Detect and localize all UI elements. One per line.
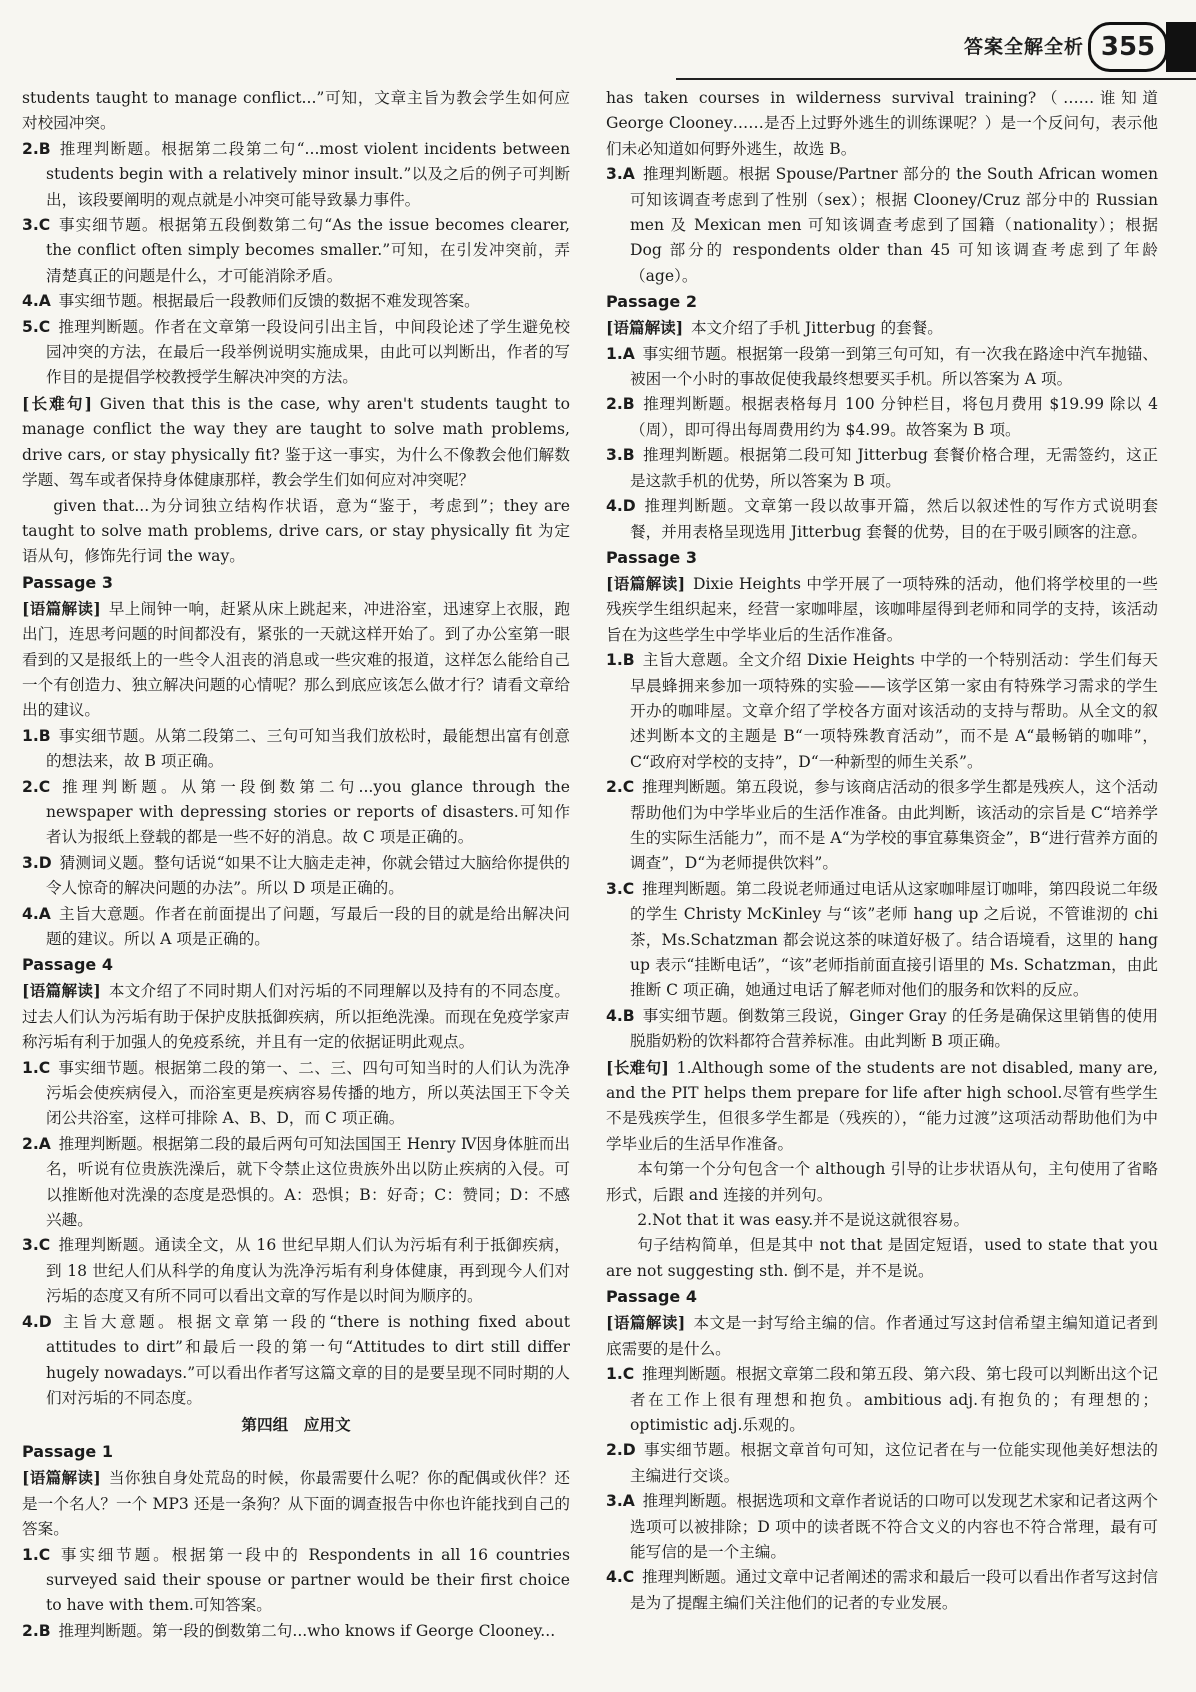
paragraph-text: 早上闹钟一响，赶紧从床上跳起来，冲进浴室，迅速穿上衣服，跑出门，连思考问题的时间都没有，紧张的一天就这样开始了。到了办公室第一眼看到的又是报纸上的一些令人沮丧的消息或一些灾难的报道，这样怎么能给自己一个有创造力、独立解决问题的心情呢？那么到底应该怎么做才行？请看文章给出的建议。 — [22, 599, 570, 720]
continued-paragraph: students taught to manage conflict...”可知，文章主旨为教会学生如何应对校园冲突。 — [22, 89, 570, 133]
answer-item — [22, 1056, 570, 1132]
answer-explanation: 事实细节题。根据第一段中的 Respondents in all 16 countries surveyed said their spouse or partner would be their first choice to have with them.可知答案。 — [46, 1545, 570, 1615]
paragraph-text: 当你独自身处荒岛的时候，你最需要什么呢？你的配偶或伙伴？还是一个名人？一个 MP3 还是一条狗？从下面的调查报告中你也许能找到自己的答案。 — [22, 1469, 570, 1539]
passage-heading: Passage 4 — [22, 955, 113, 975]
answer-explanation: 推理判断题。第一段的倒数第二句...who knows if George Clooney... — [58, 1621, 556, 1640]
section-tag: [语篇解读] — [606, 573, 686, 593]
section-tag: [语篇解读] — [22, 1468, 101, 1488]
answer-number: 3.C — [22, 216, 51, 235]
answer-explanation: 猜测词义题。整句话说“如果不让大脑走走神，你就会错过大脑给你提供的令人惊奇的解决问题的办法”。所以 D 项是正确的。 — [46, 853, 570, 898]
group-heading: 第四组 应用文 — [241, 1416, 351, 1435]
answer-explanation: 推理判断题。文章第一段以故事开篇，然后以叙述性的写作方式说明套餐，并用表格呈现选用 Jitterbug 套餐的优势，目的在于吸引顾客的注意。 — [630, 497, 1158, 541]
answer-item — [606, 1438, 1158, 1489]
answer-item — [606, 392, 1158, 443]
answer-item — [606, 1362, 1158, 1438]
answer-explanation: 事实细节题。根据第五段倒数第二句“As the issue becomes clearer, the conflict often simply becomes smaller.”可知，在引发冲突前，弄清楚真正的问题是什么，才可能消除矛盾。 — [46, 216, 570, 285]
answer-number: 3.B — [606, 446, 635, 465]
answer-explanation: 推理判断题。作者在文章第一段设问引出主旨，中间段论述了学生避免校园冲突的方法，在最后一段举例说明实施成果，由此可以判断出，作者的写作目的是提倡学校教授学生解决冲突的方法。 — [46, 317, 570, 387]
answer-number: 3.A — [606, 165, 635, 184]
answer-number: 2.A — [22, 1134, 51, 1153]
answer-explanation: 推理判断题。第二段说老师通过电话从这家咖啡屋订咖啡，第四段说二年级的学生 Christy McKinley 与“该”老师 hang up 之后说，不管谁沏的 chi 茶，Ms.Schatzman 都会说这茶的味道好极了。结合语境看，这里的 hang up 表示“挂断电话”，“该”老师指前面直接引语里的 Ms. Schatzman，由此推断 C 项正确，她通过电话了解老师对他们的服务和饮料的反应。 — [630, 879, 1158, 1000]
answer-number: 4.B — [606, 1006, 635, 1025]
answer-number: 4.A — [22, 904, 51, 923]
answer-item — [606, 342, 1158, 393]
annotated-paragraph — [606, 315, 1158, 341]
answer-number: 2.C — [606, 778, 635, 797]
page-number: 355 — [1088, 22, 1168, 72]
answer-item — [606, 1565, 1158, 1616]
paragraph-text: 本文介绍了手机 Jitterbug 的套餐。 — [690, 319, 943, 338]
answer-item — [606, 877, 1158, 1004]
answer-number: 2.D — [606, 1441, 636, 1460]
answer-item — [22, 315, 570, 391]
section-tag: [语篇解读] — [606, 318, 684, 338]
answer-item — [22, 1619, 570, 1644]
answer-explanation: 事实细节题。倒数第三段说，Ginger Gray 的任务是确保这里销售的使用脱脂奶粉的饮料都符合营养标准。由此判断 B 项正确。 — [630, 1006, 1158, 1051]
annotated-paragraph — [606, 571, 1158, 648]
answer-item — [606, 1489, 1158, 1565]
answer-explanation: 事实细节题。从第二段第二、三句可知当我们放松时，最能想出富有创意的想法来，故 B 项正确。 — [46, 726, 570, 771]
answer-explanation: 事实细节题。根据文章首句可知，这位记者在与一位能实现他美好想法的主编进行交谈。 — [630, 1441, 1158, 1485]
answer-explanation: 事实细节题。根据最后一段教师们反馈的数据不难发现答案。 — [58, 292, 480, 311]
answer-item — [606, 1004, 1158, 1055]
answer-explanation: 推理判断题。第五段说，参与该商店活动的很多学生都是残疾人，这个活动帮助他们为中学毕业后的生活作准备。由此判断，该活动的宗旨是 C“培养学生的实际生活能力”，而不是 A“为学校的事宜募集资金”，B“进行营养方面的调查”，D“为老师提供饮料”。 — [630, 778, 1158, 873]
explanation-paragraph: given that...为分词独立结构作状语，意为“鉴于，考虑到”；they are taught to solve math problems, drive cars, or stay physically fit 为定语从句，修饰先行词 the way。 — [22, 496, 570, 566]
answer-explanation: 推理判断题。根据文章第二段和第五段、第六段、第七段可以判断出这个记者在工作上很有理想和抱负。ambitious adj.有抱负的；有理想的；optimistic adj.乐观的。 — [630, 1365, 1158, 1434]
answer-number: 3.C — [22, 1236, 51, 1255]
answer-number: 4.D — [606, 497, 636, 516]
passage-heading: Passage 1 — [22, 1442, 113, 1462]
answer-explanation: 推理判断题。通过文章中记者阐述的需求和最后一段可以看出作者写这封信是为了提醒主编们关注他们的记者的专业发展。 — [630, 1568, 1158, 1612]
answer-number: 3.D — [22, 853, 52, 872]
answer-explanation: 推理判断题。根据第二段可知 Jitterbug 套餐价格合理，无需签约，这正是这款手机的优势，所以答案为 B 项。 — [630, 446, 1158, 490]
page-header — [676, 18, 1196, 80]
answer-number: 2.B — [22, 1621, 51, 1640]
answer-item — [22, 213, 570, 289]
answer-explanation: 主旨大意题。全文介绍 Dixie Heights 中学的一个特别活动：学生们每天早晨蜂拥来参加一项特殊的实验——该学区第一家由有特殊学习需求的学生开办的咖啡屋。文章介绍了学校各方面对该活动的支持与帮助。从全文的叙述判断本文的主题是 B“一项特殊教育活动”，而不是 A“最畅销的咖啡”，C“政府对学校的支持”，D“一种新型的师生关系”。 — [630, 651, 1158, 771]
answer-item — [606, 775, 1158, 877]
answer-explanation: 主旨大意题。作者在前面提出了问题，写最后一段的目的就是给出解决问题的建议。所以 A 项是正确的。 — [46, 904, 570, 948]
continued-paragraph: has taken courses in wilderness survival training?（……谁知道 George Clooney……是否上过野外逃生的训练课呢？）是一个反问句，表示他们未必知道如何野外逃生，故选 B。 — [606, 89, 1158, 158]
answer-item — [606, 162, 1158, 289]
answer-item — [606, 494, 1158, 545]
answer-item — [22, 1233, 570, 1309]
answer-explanation: 事实细节题。根据第二段的第一、二、三、四句可知当时的人们认为洗净污垢会使疾病侵入，而浴室更是疾病容易传播的地方，所以英法国王下令关闭公共浴室，这样可排除 A、B、D，而 C 项正确。 — [46, 1058, 570, 1128]
paragraph-text: 本文是一封写给主编的信。作者通过写这封信希望主编知道记者到底需要的是什么。 — [606, 1314, 1158, 1358]
answer-explanation: 事实细节题。根据第一段第一到第三句可知，有一次我在路途中汽车抛锚、被困一个小时的事故促使我最终想要买手机。所以答案为 A 项。 — [630, 344, 1158, 389]
answer-item — [22, 724, 570, 775]
annotated-paragraph — [22, 391, 570, 494]
annotated-paragraph — [606, 1055, 1158, 1158]
section-tag: [语篇解读] — [22, 981, 101, 1001]
answer-item — [22, 851, 570, 902]
answer-explanation: 推理判断题。根据表格每月 100 分钟栏目，将包月费用 $19.99 除以 4（周），即可得出每周费用约为 $4.99。故答案为 B 项。 — [630, 395, 1158, 439]
answer-item — [22, 902, 570, 953]
passage-heading: Passage 3 — [606, 547, 697, 567]
paragraph-text: Dixie Heights 中学开展了一项特殊的活动，他们将学校里的一些残疾学生组织起来，经营一家咖啡屋，该咖啡屋得到老师和同学的支持，该活动旨在为这些学生中学毕业后的生活作准备。 — [606, 574, 1158, 644]
paragraph-text: 1.Although some of the students are not disabled, many are, and the PIT helps them prepare for life after high school.尽管有些学生不是残疾学生，但很多学生都是（残疾的），“能力过渡”这项活动帮助他们为中学毕业后的生活早作准备。 — [606, 1058, 1158, 1153]
passage-heading: Passage 3 — [22, 572, 113, 592]
answer-number: 1.C — [22, 1058, 51, 1077]
answer-item — [22, 1132, 570, 1234]
right-column — [606, 86, 1158, 1616]
passage-heading: Passage 2 — [606, 292, 697, 312]
answer-item — [22, 775, 570, 851]
answer-explanation: 推理判断题。从第一段倒数第二句...you glance through the newspaper with depressing stories or reports of disasters.可知作者认为报纸上登载的都是一些不好的消息。故 C 项是正确的。 — [46, 777, 570, 847]
answer-number: 4.A — [22, 292, 51, 311]
answer-number: 1.B — [606, 651, 635, 670]
header-title: 答案全解全析 — [963, 36, 1084, 58]
answer-number: 1.C — [606, 1365, 635, 1384]
answer-explanation: 推理判断题。根据第二段第二句“...most violent incidents between students begin with a relatively minor insult.”以及之后的例子可判断出，该段要阐明的观点就是小冲突可能导致暴力事件。 — [46, 139, 570, 209]
answer-item — [22, 1543, 570, 1619]
explanation-paragraph: 句子结构简单，但是其中 not that 是固定短语，used to state that you are not suggesting sth. 倒不是，并不是说。 — [606, 1236, 1158, 1280]
answer-item — [22, 1310, 570, 1412]
answer-number: 5.C — [22, 317, 51, 336]
explanation-paragraph: 本句第一个分句包含一个 although 引导的让步状语从句，主句使用了省略形式，后跟 and 连接的并列句。 — [606, 1160, 1158, 1204]
section-tag: [长难句] — [606, 1057, 669, 1077]
answer-number: 4.D — [22, 1312, 52, 1331]
answer-number: 4.C — [606, 1568, 635, 1587]
answer-number: 2.B — [606, 395, 635, 414]
answer-item — [606, 443, 1158, 494]
paragraph-text: 本文介绍了不同时期人们对污垢的不同理解以及持有的不同态度。过去人们认为污垢有助于保护皮肤抵御疾病，所以拒绝洗澡。而现在免疫学家声称污垢有利于加强人的免疫系统，并且有一定的依据证明此观点。 — [22, 982, 570, 1052]
answer-explanation: 推理判断题。根据第二段的最后两句可知法国国王 Henry Ⅳ因身体脏而出名，听说有位贵族洗澡后，就下令禁止这位贵族外出以防止疾病的入侵。可以推断他对洗澡的态度是恐惧的。A：恐惧；B：好奇；C：赞同；D：不感兴趣。 — [46, 1134, 570, 1230]
annotated-paragraph — [22, 1465, 570, 1542]
explanation-paragraph: 2.Not that it was easy.并不是说这就很容易。 — [637, 1211, 970, 1230]
answer-number: 1.B — [22, 726, 51, 745]
left-column — [22, 86, 570, 1644]
section-tag: [语篇解读] — [606, 1313, 686, 1333]
answer-explanation: 推理判断题。根据选项和文章作者说话的口吻可以发现艺术家和记者这两个选项可以被排除；D 项中的读者既不符合文义的内容也不符合常理，最有可能写信的是一个主编。 — [630, 1492, 1158, 1561]
answer-number: 3.A — [606, 1492, 635, 1511]
annotated-paragraph — [22, 596, 570, 724]
answer-item — [22, 289, 570, 314]
answer-explanation: 推理判断题。通读全文，从 16 世纪早期人们认为污垢有利于抵御疾病，到 18 世纪人们从科学的角度认为洗净污垢有利身体健康，再到现今人们对污垢的态度又有所不同可以看出文章的写作是以时间为顺序的。 — [46, 1236, 570, 1306]
answer-number: 1.C — [22, 1545, 51, 1564]
passage-heading: Passage 4 — [606, 1287, 697, 1307]
answer-explanation: 主旨大意题。根据文章第一段的“there is nothing fixed about attitudes to dirt”和最后一段的第一句“Attitudes to dirt still differ hugely nowadays.”可以看出作者写这篇文章的目的是要呈现不同时期的人们对污垢的不同态度。 — [46, 1312, 570, 1407]
answer-number: 1.A — [606, 344, 635, 363]
annotated-paragraph — [22, 978, 570, 1055]
answer-number: 3.C — [606, 879, 635, 898]
section-tag: [语篇解读] — [22, 598, 101, 618]
annotated-paragraph — [606, 1310, 1158, 1362]
answer-number: 2.B — [22, 139, 51, 158]
paragraph-text: Given that this is the case, why aren't students taught to manage conflict the way they are taught to solve math problems, drive cars, or stay physically fit? 鉴于这一事实，为什么不像教会他们解数学题、驾车或者保持身体健康那样，教会学生们如何应对冲突呢？ — [22, 394, 570, 490]
header-bar — [1166, 22, 1196, 72]
answer-item — [22, 137, 570, 213]
answer-item — [606, 648, 1158, 775]
answer-number: 2.C — [22, 777, 51, 796]
section-tag: [长难句] — [22, 393, 92, 413]
answer-explanation: 推理判断题。根据 Spouse/Partner 部分的 the South African women 可知该调查考虑到了性别（sex）；根据 Clooney/Cruz 部分中的 Russian men 及 Mexican men 可知该调查考虑到了国籍（nationality）；根据 Dog 部分的 respondents older than 45 可知该调查考虑到了年龄（age）。 — [630, 165, 1158, 285]
